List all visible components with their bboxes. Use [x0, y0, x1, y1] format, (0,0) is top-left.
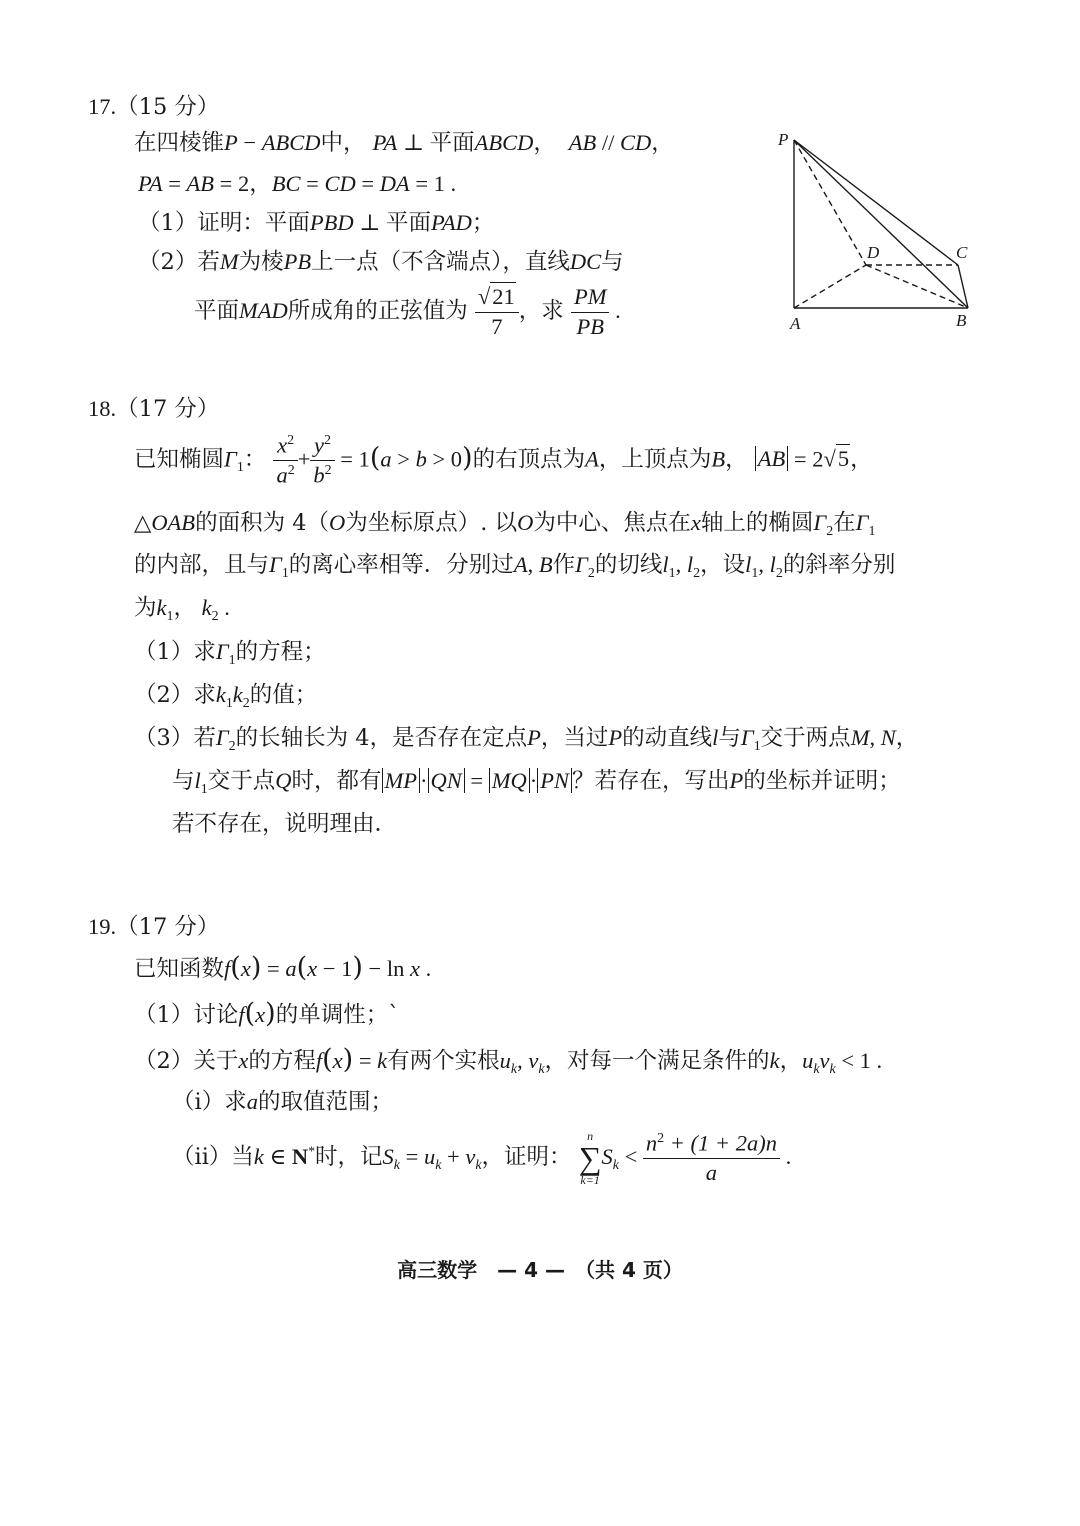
problem-18-statement-line-3: 的内部，且与$\Gamma_1$的离心率相等．分别过A, B作$\Gamma_2$的切线$l_1$, $l_2$，设$l_1$, $l_2$的斜率分别: [134, 552, 896, 581]
problem-18-statement-line-4: 为$k_1$， $k_2$ .: [134, 595, 230, 624]
problem-17-statement-line-2: PA = AB = 2，BC = CD = DA = 1 .: [138, 171, 457, 196]
problem-18-part-1: （1）求$\Gamma_1$的方程；: [134, 639, 326, 668]
problem-18-statement-line-2: △OAB的面积为 4（O为坐标原点）. 以O为中心、焦点在x轴上的椭圆$\Gamma_2$在$\Gamma_1$: [134, 510, 876, 539]
problem-18-header: 18.（17 分）: [88, 396, 220, 422]
problem-19-header: 19.（17 分）: [88, 914, 220, 940]
problem-17-header: 17.（15 分）: [88, 94, 220, 120]
problem-18-part-3-line-2: 与$l_1$交于点Q时，都有 MP · QN = MQ · PN ？若存在，写出P的坐标并证明；: [172, 768, 901, 797]
vertex-label-b: B: [956, 311, 967, 330]
vertex-label-p: P: [778, 130, 789, 149]
problem-18-statement-line-1: 已知椭圆$\Gamma_1$： $\frac{x^2}{a^2}$ + $\frac{y^2}{b^2}$ = 1(a > b > 0)的右顶点为A，上顶点为B， AB = 2√5，: [134, 432, 873, 488]
problem-19-statement: 已知函数f(x) = a(x − 1) − ln x .: [134, 952, 432, 983]
problem-18-part-3-line-1: （3）若$\Gamma_2$的长轴长为 4，是否存在定点P，当过P的动直线l与$\Gamma_1$交于两点M, N，: [134, 725, 919, 754]
problem-19-part-2-i: （i）求a的取值范围；: [172, 1089, 393, 1115]
problem-18-part-3-line-3: 若不存在，说明理由．: [172, 811, 398, 837]
problem-19-part-2: （2）关于x的方程f(x) = k有两个实根$u_k$, $v_k$，对每一个满足条件的k，$u_kv_k < 1$ .: [134, 1044, 883, 1077]
vertex-label-a: A: [790, 314, 801, 333]
problem-18-part-2: （2）求$k_1k_2$的值；: [134, 682, 318, 711]
problem-17-part-2-line-2: 平面MAD所成角的正弦值为 $\frac{√21}{7}$ ，求 $\frac{PM}{PB}$ .: [194, 284, 621, 339]
pyramid-figure: [772, 124, 982, 344]
page-footer: 高三数学 — 4 — （共 4 页）: [397, 1258, 683, 1282]
vertex-label-d: D: [867, 243, 880, 262]
problem-19-part-1: （1）讨论f(x)的单调性；`: [134, 998, 400, 1029]
problem-17-part-2-line-1: （2）若M为棱PB上一点（不含端点），直线DC与: [138, 249, 624, 275]
problem-19-part-2-ii: （ii）当k ∈ N*时，记$S_k = u_k + v_k$，证明： n ∑ $k=1S_k$ < $\frac{n^2 + (1 + 2a)n}{a}$ .: [172, 1129, 792, 1187]
problem-17-statement-line-1: 在四棱锥P − ABCD中， PA ⊥ 平面ABCD， AB // CD，: [134, 130, 674, 156]
problem-17-part-1: （1）证明：平面PBD ⊥ 平面PAD；: [138, 210, 495, 236]
vertex-label-c: C: [956, 243, 968, 262]
